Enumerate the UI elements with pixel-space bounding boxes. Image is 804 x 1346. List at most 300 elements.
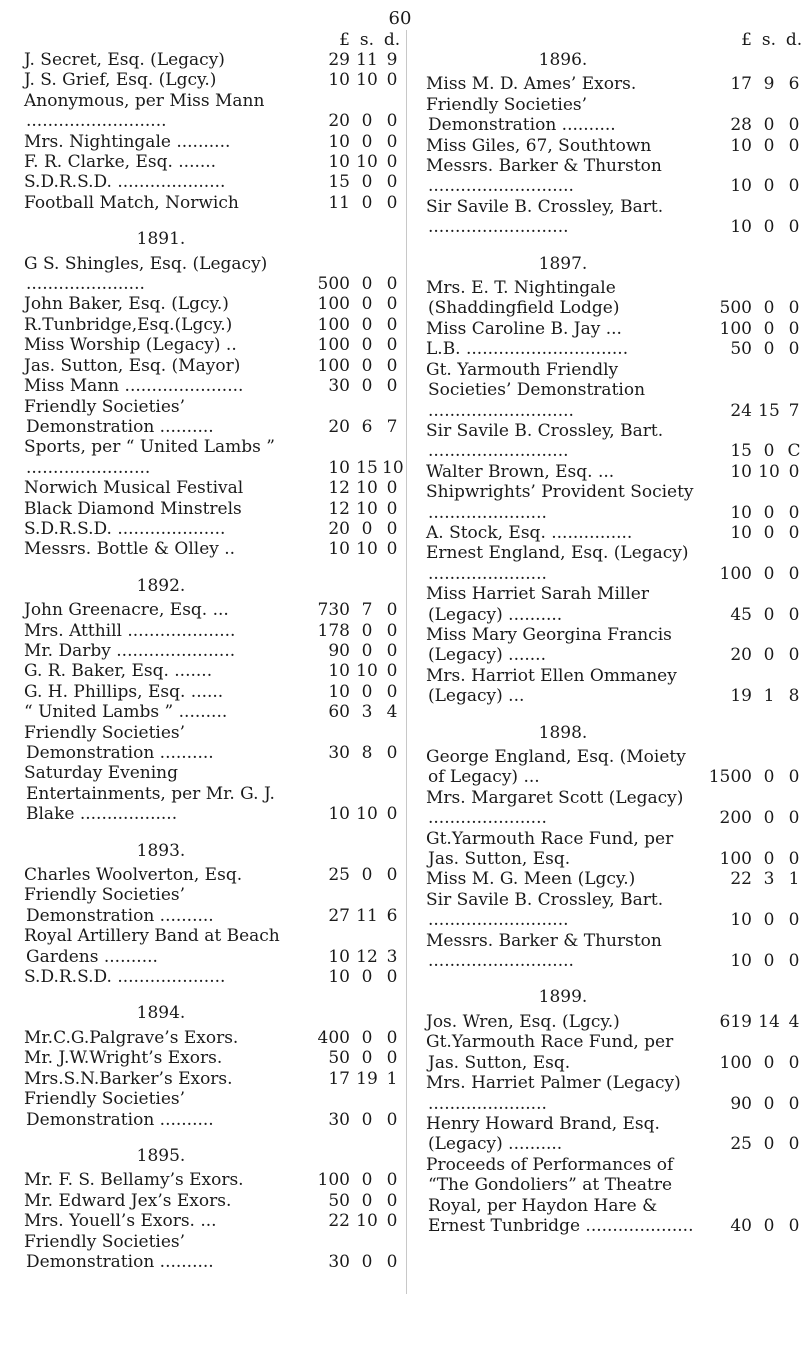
pounds-value: 17 — [730, 74, 752, 95]
pence-header: d. — [785, 30, 803, 50]
donation-entry — [426, 869, 804, 889]
shillings-value: 10 — [356, 478, 378, 499]
pounds-value: 20 — [328, 416, 350, 437]
pounds-value: 25 — [730, 1134, 752, 1155]
pence-value: 0 — [788, 849, 800, 870]
donor-description: Mrs.S.N.Barker’s Exors. — [24, 1068, 233, 1089]
shillings-value: 10 — [356, 1211, 378, 1232]
donation-entry — [426, 625, 804, 666]
pounds-value: 90 — [730, 1093, 752, 1114]
donor-description: S.D.R.S.D. .................... — [24, 967, 226, 988]
donor-description: Norwich Musical Festival — [24, 478, 244, 499]
shillings-value: 3 — [763, 869, 775, 890]
pence-value: 0 — [386, 1027, 398, 1048]
shillings-value: 10 — [758, 461, 780, 482]
amount — [296, 539, 402, 559]
amount — [698, 503, 804, 523]
shillings-value: 0 — [763, 522, 775, 543]
pence-value: 0 — [386, 518, 398, 539]
pounds-value: 500 — [719, 298, 752, 319]
amount — [698, 1094, 804, 1114]
pounds-value: 10 — [328, 70, 350, 91]
pounds-value: 60 — [328, 702, 350, 723]
donation-entry — [24, 397, 402, 438]
donation-entry — [426, 829, 804, 870]
donor-description: Miss Mann ...................... — [24, 376, 244, 397]
pence-value: 0 — [386, 1109, 398, 1130]
year-heading: 1892. — [136, 575, 186, 596]
donor-description: George England, Esq. (Moiety of Legacy) ... — [426, 747, 686, 788]
amount — [296, 1191, 402, 1211]
amount — [698, 686, 804, 706]
donation-entry — [24, 621, 402, 641]
amount — [296, 865, 402, 885]
donation-entry — [24, 1028, 402, 1048]
amount — [296, 947, 402, 967]
donation-entry — [24, 723, 402, 764]
amount — [296, 1110, 402, 1130]
shillings-value: 0 — [763, 767, 775, 788]
donor-description: G. R. Baker, Esq. ....... — [24, 661, 213, 682]
shillings-value: 0 — [361, 111, 373, 132]
shillings-value: 6 — [361, 416, 373, 437]
pounds-value: 27 — [328, 905, 350, 926]
pounds-value: 100 — [317, 294, 350, 315]
year-heading: 1895. — [136, 1145, 186, 1166]
donation-entry — [24, 539, 402, 559]
donor-description: Henry Howard Brand, Esq. (Legacy) .......... — [426, 1113, 660, 1155]
donation-entry — [24, 294, 402, 314]
donor-description: Anonymous, per Miss Mann .......................... — [24, 90, 265, 132]
shillings-value: 0 — [361, 681, 373, 702]
donor-description: Shipwrights’ Provident Society ...................... — [426, 482, 694, 523]
shillings-value: 0 — [361, 1027, 373, 1048]
donation-entry — [426, 890, 804, 931]
pence-value: C — [787, 441, 801, 462]
donation-entry — [24, 1048, 402, 1068]
shillings-value: 0 — [361, 192, 373, 213]
pence-value: 0 — [788, 910, 800, 931]
donation-entry — [426, 360, 804, 421]
donor-description: Friendly Societies’ Demonstration .......... — [426, 94, 616, 136]
donor-description: “ United Lambs ” ......... — [24, 702, 228, 723]
donor-description: Royal Artillery Band at Beach Gardens .......... — [24, 926, 280, 967]
pence-value: 0 — [788, 339, 800, 360]
pence-value: 6 — [788, 74, 800, 95]
pence-value: 6 — [386, 905, 398, 926]
shillings-value: 0 — [361, 640, 373, 661]
amount — [698, 564, 804, 584]
amount — [296, 152, 402, 172]
donor-description: Miss Giles, 67, Southtown — [426, 135, 652, 156]
pounds-value: 20 — [328, 111, 350, 132]
shillings-value: 0 — [763, 1215, 775, 1236]
donation-entry — [24, 682, 402, 702]
shillings-value: 0 — [361, 131, 373, 152]
donation-entry — [426, 747, 804, 788]
shillings-value: 0 — [763, 849, 775, 870]
left-column — [24, 30, 402, 1272]
donation-entry — [24, 376, 402, 396]
amount — [698, 176, 804, 196]
donation-entry — [24, 335, 402, 355]
donor-description: L.B. .............................. — [426, 339, 629, 360]
donation-entry — [24, 1089, 402, 1130]
donation-entry — [24, 499, 402, 519]
pence-value: 10 — [382, 457, 404, 478]
column-divider — [406, 30, 407, 1294]
donor-description: Gt. Yarmouth Friendly Societies’ Demonstration ........................... — [426, 359, 646, 421]
amount — [698, 605, 804, 625]
pence-value: 0 — [386, 131, 398, 152]
pounds-value: 12 — [328, 498, 350, 519]
donation-entry — [426, 931, 804, 972]
pounds-value: 28 — [730, 115, 752, 136]
donation-entry — [426, 156, 804, 197]
donation-entry — [24, 1170, 402, 1190]
shillings-value: 0 — [763, 910, 775, 931]
shillings-value: 0 — [361, 1048, 373, 1069]
donor-description: S.D.R.S.D. .................... — [24, 172, 226, 193]
donation-entry — [426, 523, 804, 543]
shillings-value: 1 — [763, 686, 775, 707]
shillings-value: 19 — [356, 1068, 378, 1089]
donation-entry — [24, 885, 402, 926]
donation-entry — [24, 437, 402, 478]
donation-entry — [426, 1155, 804, 1237]
pence-value: 0 — [788, 176, 800, 197]
amount — [698, 1134, 804, 1154]
pounds-header: £ — [339, 30, 350, 50]
shillings-value: 10 — [356, 498, 378, 519]
shillings-value: 0 — [763, 1134, 775, 1155]
pence-value: 0 — [788, 1215, 800, 1236]
donation-entry — [426, 278, 804, 319]
donation-entry — [426, 666, 804, 707]
amount — [296, 458, 402, 478]
pounds-value: 15 — [328, 172, 350, 193]
amount — [698, 767, 804, 787]
pence-value: 0 — [386, 152, 398, 173]
pence-value: 0 — [386, 355, 398, 376]
amount — [698, 462, 804, 482]
donation-entry — [426, 788, 804, 829]
pounds-value: 100 — [317, 1170, 350, 1191]
pence-value: 0 — [386, 804, 398, 825]
donor-description: Sir Savile B. Crossley, Bart. .......................... — [426, 420, 664, 462]
donation-entry — [24, 356, 402, 376]
shillings-value: 0 — [361, 172, 373, 193]
pounds-value: 10 — [730, 176, 752, 197]
pence-value: 0 — [386, 743, 398, 763]
donor-description: Friendly Societies’ Demonstration .......... — [24, 722, 214, 763]
pence-value: 0 — [788, 1134, 800, 1155]
amount — [698, 298, 804, 318]
amount — [296, 600, 402, 620]
pounds-value: 20 — [730, 645, 752, 666]
donor-description: G S. Shingles, Esq. (Legacy) ...................... — [24, 253, 268, 295]
amount — [296, 1028, 402, 1048]
donor-description: Miss Mary Georgina Francis (Legacy) ....... — [426, 624, 672, 666]
donor-description: Mrs. Margaret Scott (Legacy) ...................... — [426, 787, 684, 829]
donation-entry — [426, 421, 804, 462]
amount — [698, 808, 804, 828]
pence-value: 0 — [788, 217, 800, 238]
donor-description: Gt.Yarmouth Race Fund, per Jas. Sutton, Esq. — [426, 1032, 674, 1073]
shillings-value: 0 — [361, 314, 373, 335]
shillings-value: 0 — [361, 518, 373, 539]
shillings-value: 15 — [758, 400, 780, 421]
pence-value: 0 — [386, 111, 398, 132]
pence-value: 0 — [386, 539, 398, 560]
shillings-value: 10 — [356, 539, 378, 560]
pounds-value: 10 — [730, 217, 752, 238]
shillings-value: 0 — [361, 1190, 373, 1211]
amount — [296, 1048, 402, 1068]
donation-entry — [24, 926, 402, 967]
amount — [296, 1211, 402, 1231]
donation-entry — [24, 1232, 402, 1273]
shillings-value: 0 — [763, 1093, 775, 1114]
pence-value: 0 — [386, 620, 398, 641]
pounds-value: 25 — [328, 865, 350, 886]
pence-value: 0 — [386, 640, 398, 661]
pounds-value: 400 — [317, 1027, 350, 1048]
pounds-value: 500 — [317, 274, 350, 295]
pounds-value: 10 — [328, 131, 350, 152]
amount — [296, 274, 402, 294]
year-heading: 1896. — [538, 50, 588, 70]
amount — [698, 1216, 804, 1236]
donor-description: Mrs. Nightingale .......... — [24, 131, 231, 152]
pounds-header: £ — [741, 30, 752, 50]
donor-description: Miss M. G. Meen (Lgcy.) — [426, 869, 636, 890]
pounds-value: 29 — [328, 50, 350, 70]
pence-value: 0 — [386, 1211, 398, 1232]
amount — [698, 319, 804, 339]
donation-entry — [24, 1191, 402, 1211]
pounds-value: 90 — [328, 640, 350, 661]
pence-value: 0 — [788, 298, 800, 319]
amount — [698, 136, 804, 156]
shillings-value: 0 — [763, 318, 775, 339]
pounds-value: 10 — [328, 152, 350, 173]
shillings-value: 0 — [361, 376, 373, 397]
pounds-value: 30 — [328, 743, 350, 763]
shillings-value: 0 — [361, 274, 373, 295]
amount — [698, 869, 804, 889]
donor-description: Saturday Evening Entertainments, per Mr. G. J. Blake .................. — [24, 763, 275, 825]
shillings-value: 0 — [763, 1052, 775, 1073]
amount — [296, 499, 402, 519]
amount — [296, 70, 402, 90]
pounds-value: 10 — [328, 457, 350, 478]
donor-description: F. R. Clarke, Esq. ....... — [24, 152, 217, 173]
shillings-header: s. — [359, 30, 375, 50]
shillings-value: 0 — [763, 502, 775, 523]
pounds-value: 10 — [730, 522, 752, 543]
donor-description: Mr. Darby ...................... — [24, 640, 236, 661]
donor-description: John Baker, Esq. (Lgcy.) — [24, 294, 229, 315]
pence-value: 0 — [788, 563, 800, 584]
donor-description: Gt.Yarmouth Race Fund, per Jas. Sutton, Esq. — [426, 828, 674, 870]
pence-value: 0 — [788, 645, 800, 666]
donation-entry — [426, 136, 804, 156]
shillings-value: 15 — [356, 457, 378, 478]
pounds-value: 100 — [719, 1052, 752, 1073]
pounds-value: 17 — [328, 1068, 350, 1089]
amount — [296, 967, 402, 987]
shillings-value: 0 — [361, 967, 373, 988]
shillings-value: 7 — [361, 600, 373, 621]
donation-entry — [24, 254, 402, 295]
pounds-value: 100 — [719, 849, 752, 870]
pence-value: 0 — [386, 600, 398, 621]
donation-entry — [426, 482, 804, 523]
pence-header: d. — [383, 30, 401, 50]
pence-value: 0 — [386, 498, 398, 519]
pounds-value: 40 — [730, 1215, 752, 1236]
donor-description: J. S. Grief, Esq. (Lgcy.) — [24, 70, 217, 91]
donor-description: Messrs. Barker & Thurston ........................... — [426, 930, 662, 972]
donor-description: S.D.R.S.D. .................... — [24, 518, 226, 539]
shillings-value: 10 — [356, 804, 378, 825]
donor-description: Jas. Sutton, Esq. (Mayor) — [24, 355, 241, 376]
pounds-value: 10 — [328, 946, 350, 967]
amount — [296, 1170, 402, 1190]
donation-entry — [426, 543, 804, 584]
donation-entry — [24, 152, 402, 172]
donor-description: Sir Savile B. Crossley, Bart. .......................... — [426, 889, 664, 931]
pounds-value: 730 — [317, 600, 350, 621]
pence-value: 0 — [788, 318, 800, 339]
amount — [296, 356, 402, 376]
pence-value: 0 — [386, 1048, 398, 1069]
pence-value: 0 — [386, 335, 398, 356]
amount — [698, 115, 804, 135]
pounds-value: 100 — [719, 318, 752, 339]
amount — [296, 111, 402, 131]
donor-description: Mrs. Harriot Ellen Ommaney (Legacy) ... — [426, 665, 677, 707]
pounds-value: 10 — [730, 135, 752, 156]
currency-header — [24, 30, 402, 50]
donor-description: Walter Brown, Esq. ... — [426, 461, 615, 482]
donation-entry — [426, 95, 804, 136]
donation-entry — [24, 763, 402, 824]
year-heading: 1898. — [538, 722, 588, 743]
pence-value: 0 — [386, 294, 398, 315]
amount — [698, 645, 804, 665]
donation-entry — [24, 193, 402, 213]
shillings-value: 0 — [361, 865, 373, 886]
shillings-value: 0 — [361, 294, 373, 315]
pence-value: 0 — [788, 767, 800, 788]
amount — [296, 193, 402, 213]
amount — [296, 804, 402, 824]
shillings-value: 11 — [356, 905, 378, 926]
pence-value: 9 — [386, 50, 398, 70]
amount — [698, 523, 804, 543]
pence-value: 0 — [386, 661, 398, 682]
pence-value: 1 — [788, 869, 800, 890]
pence-value: 0 — [788, 951, 800, 972]
donor-description: Black Diamond Minstrels — [24, 498, 242, 519]
amount — [296, 335, 402, 355]
donation-entry — [426, 584, 804, 625]
donor-description: J. Secret, Esq. (Legacy) — [24, 50, 225, 70]
amount — [296, 661, 402, 681]
shillings-value: 11 — [356, 50, 378, 70]
shillings-value: 0 — [361, 1170, 373, 1191]
shillings-value: 0 — [361, 1109, 373, 1130]
donor-description: Mrs. E. T. Nightingale (Shaddingfield Lodge) — [426, 278, 620, 319]
pence-value: 0 — [788, 1093, 800, 1114]
donor-description: Mr. J.W.Wright’s Exors. — [24, 1048, 223, 1069]
donation-entry — [426, 319, 804, 339]
pence-value: 0 — [386, 376, 398, 397]
donation-entry — [24, 1211, 402, 1231]
donor-description: R.Tunbridge,Esq.(Lgcy.) — [24, 314, 233, 335]
pounds-value: 19 — [730, 686, 752, 707]
amount — [296, 743, 402, 763]
shillings-value: 0 — [763, 217, 775, 238]
amount — [296, 417, 402, 437]
amount — [698, 339, 804, 359]
pence-value: 4 — [788, 1011, 800, 1032]
amount — [296, 478, 402, 498]
year-heading: 1893. — [136, 840, 186, 861]
year-heading: 1891. — [136, 229, 186, 250]
donation-entry — [24, 132, 402, 152]
pounds-value: 10 — [328, 661, 350, 682]
pounds-value: 50 — [730, 339, 752, 360]
year-heading: 1899. — [538, 987, 588, 1008]
donation-entry — [24, 315, 402, 335]
pounds-value: 22 — [328, 1211, 350, 1232]
pence-value: 0 — [386, 967, 398, 988]
donation-entry — [426, 197, 804, 238]
donor-description: Messrs. Bottle & Olley .. — [24, 539, 236, 560]
pence-value: 0 — [386, 274, 398, 295]
amount — [698, 441, 804, 461]
amount — [698, 951, 804, 971]
pence-value: 3 — [386, 946, 398, 967]
donor-description: Football Match, Norwich — [24, 192, 239, 213]
donor-description: A. Stock, Esq. ............... — [426, 522, 633, 543]
amount — [296, 906, 402, 926]
amount — [296, 50, 402, 70]
shillings-value: 0 — [763, 176, 775, 197]
shillings-value: 9 — [763, 74, 775, 95]
pounds-value: 200 — [719, 808, 752, 829]
pence-value: 0 — [386, 70, 398, 91]
donor-description: Mrs. Harriet Palmer (Legacy) ...................... — [426, 1073, 681, 1114]
pounds-value: 100 — [317, 355, 350, 376]
donor-description: Mrs. Youell’s Exors. ... — [24, 1211, 217, 1232]
donor-description: Friendly Societies’ Demonstration .......... — [24, 396, 214, 437]
donor-description: Messrs. Barker & Thurston ........................... — [426, 156, 662, 197]
pence-value: 0 — [386, 1251, 398, 1272]
pounds-value: 45 — [730, 604, 752, 625]
amount — [296, 519, 402, 539]
pounds-value: 50 — [328, 1048, 350, 1069]
shillings-header: s. — [761, 30, 777, 50]
shillings-value: 14 — [758, 1011, 780, 1032]
year-heading: 1894. — [136, 1003, 186, 1024]
shillings-value: 0 — [763, 645, 775, 666]
pence-value: 0 — [788, 522, 800, 543]
pounds-value: 30 — [328, 376, 350, 397]
